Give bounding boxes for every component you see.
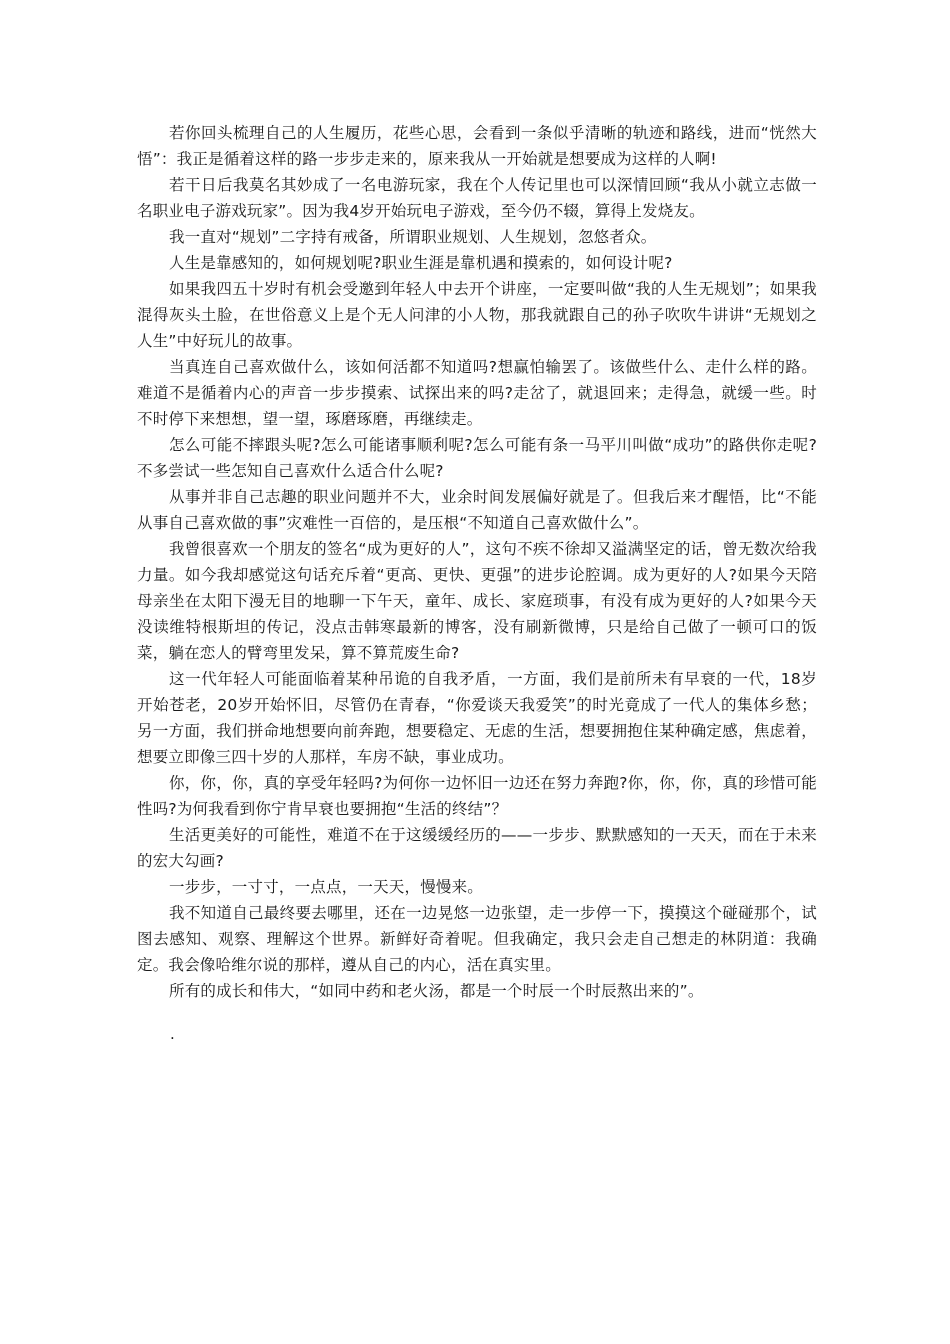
paragraph-4: 人生是靠感知的，如何规划呢?职业生涯是靠机遇和摸索的，如何设计呢? (169, 254, 673, 272)
paragraph-15: 所有的成长和伟大，“如同中药和老火汤，都是一个时辰一个时辰熬出来的”。 (169, 982, 704, 1000)
paragraph-2: 若干日后我莫名其妙成了一名电游玩家，我在个人传记里也可以深情回顾“我从小就立志做一名职业电子游戏玩家”。因为我4岁开始玩电子游戏，至今仍不辍，算得上发烧友。 (137, 176, 817, 220)
paragraph-13: 一步步，一寸寸，一点点，一天天，慢慢来。 (169, 878, 484, 896)
paragraph-7: 怎么可能不摔跟头呢?怎么可能诸事顺利呢?怎么可能有条一马平川叫做“成功”的路供你走呢?不多尝试一些怎知自己喜欢什么适合什么呢? (137, 436, 817, 480)
trailing-mark: . (170, 1025, 175, 1043)
paragraph-9: 我曾很喜欢一个朋友的签名“成为更好的人”，这句不疾不徐却又溢满坚定的话，曾无数次给我力量。如今我却感觉这句话充斥着“更高、更快、更强”的进步论腔调。成为更好的人?如果今天陪母亲坐在太阳下漫无目的地聊一下午天，童年、成长、家庭琐事，有没有成为更好的人?如果今天没读维特根斯坦的传记，没点击韩寒最新的博客，没有刷新微博，只是给自己做了一顿可口的饭菜，躺在恋人的臂弯里发呆，算不算荒废生命? (137, 540, 817, 662)
paragraph-5: 如果我四五十岁时有机会受邀到年轻人中去开个讲座，一定要叫做“我的人生无规划”；如果我混得灰头土脸，在世俗意义上是个无人问津的小人物，那我就跟自己的孙子吹吹牛讲讲“无规划之人生”中好玩儿的故事。 (137, 280, 817, 350)
paragraph-1: 若你回头梳理自己的人生履历，花些心思，会看到一条似乎清晰的轨迹和路线，进而“恍然大悟”：我正是循着这样的路一步步走来的，原来我从一开始就是想要成为这样的人啊! (137, 124, 817, 168)
paragraph-8: 从事并非自己志趣的职业问题并不大，业余时间发展偏好就是了。但我后来才醒悟，比“不能从事自己喜欢做的事”灾难性一百倍的，是压根“不知道自己喜欢做什么”。 (137, 488, 817, 532)
paragraph-12: 生活更美好的可能性，难道不在于这缓缓经历的——一步步、默默感知的一天天，而在于未来的宏大勾画? (137, 826, 817, 870)
paragraph-6: 当真连自己喜欢做什么，该如何活都不知道吗?想赢怕输罢了。该做些什么、走什么样的路。难道不是循着内心的声音一步步摸索、试探出来的吗?走岔了，就退回来；走得急，就缓一些。时不时停下来想想，望一望，琢磨琢磨，再继续走。 (137, 358, 817, 428)
paragraph-3: 我一直对“规划”二字持有戒备，所谓职业规划、人生规划，忽悠者众。 (169, 228, 657, 246)
paragraph-10: 这一代年轻人可能面临着某种吊诡的自我矛盾，一方面，我们是前所未有早衰的一代，18岁开始苍老，20岁开始怀旧，尽管仍在青春，“你爱谈天我爱笑”的时光竟成了一代人的集体乡愁；另一方面，我们拼命地想要向前奔跑，想要稳定、无虑的生活，想要拥抱住某种确定感，焦虑着，想要立即像三四十岁的人那样，车房不缺，事业成功。 (137, 670, 817, 766)
paragraph-11: 你，你，你，真的享受年轻吗?为何你一边怀旧一边还在努力奔跑?你，你，你，真的珍惜可能性吗?为何我看到你宁肯早衰也要拥抱“生活的终结”？ (137, 774, 817, 818)
document-body (137, 120, 817, 1004)
paragraph-14: 我不知道自己最终要去哪里，还在一边晃悠一边张望，走一步停一下，摸摸这个碰碰那个，试图去感知、观察、理解这个世界。新鲜好奇着呢。但我确定，我只会走自己想走的林阴道：我确定。我会像哈维尔说的那样，遵从自己的内心，活在真实里。 (137, 904, 817, 974)
